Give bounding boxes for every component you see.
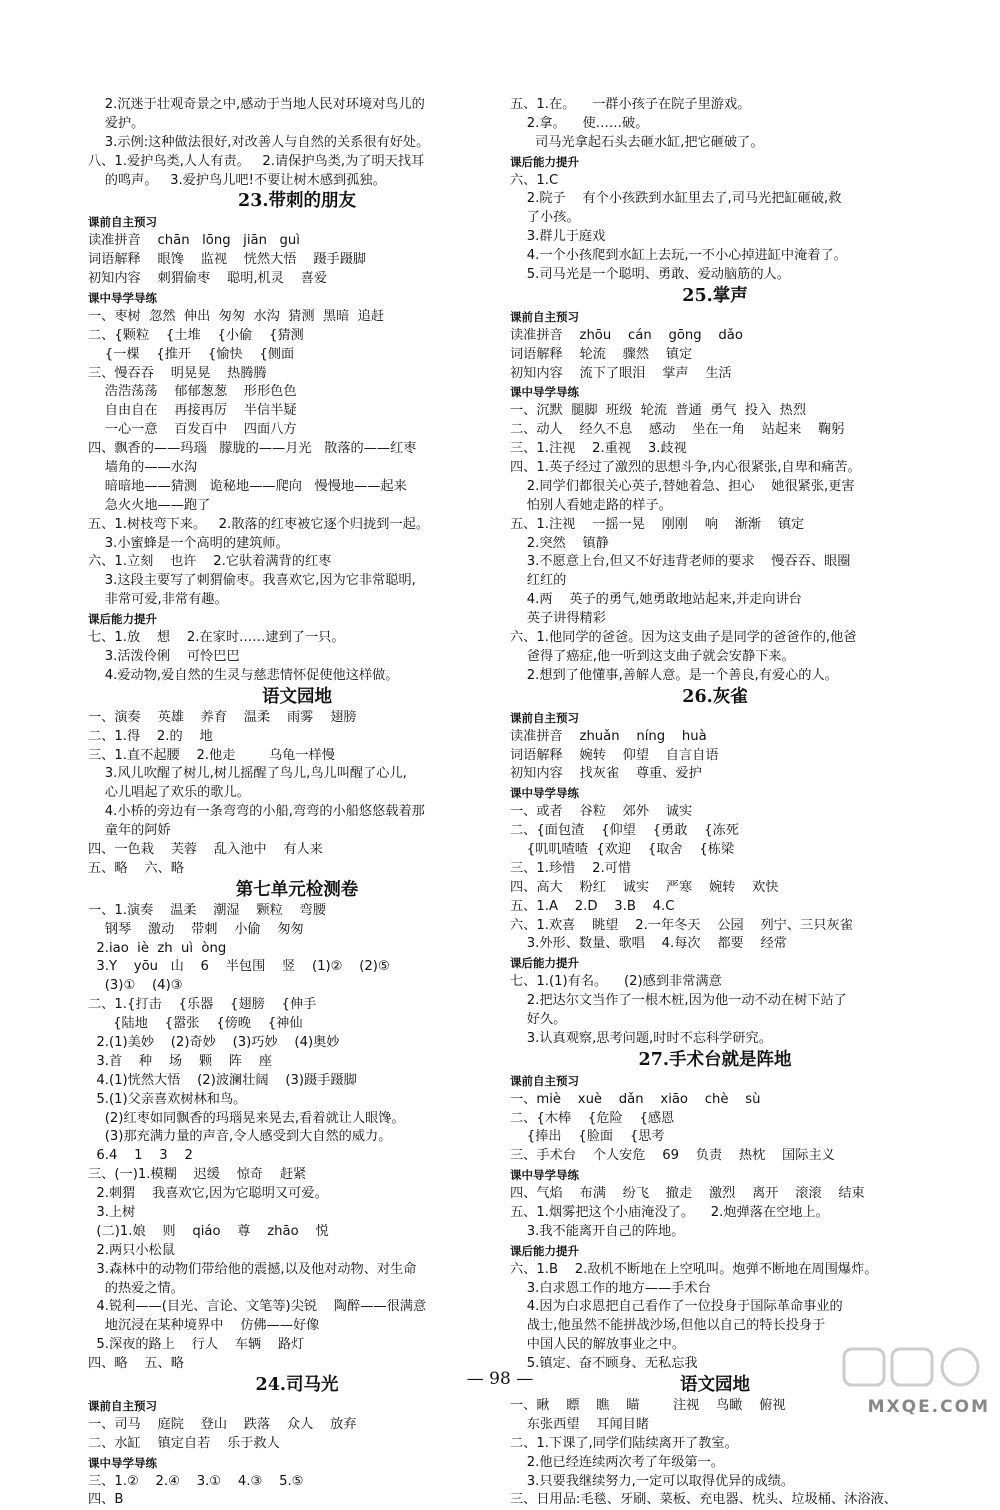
subsection-heading: 课中导学导练 <box>88 291 157 306</box>
answer-line: 2.院子 有个小孩跌到水缸里去了,司马光把缸砸破,救 <box>510 191 842 207</box>
answer-line: 一、司马 庭院 登山 跌落 众人 放弃 <box>88 1416 357 1432</box>
answer-line: 浩浩荡荡 郁郁葱葱 形形色色 <box>88 384 297 400</box>
answer-line: 3.Y yōu 山 6 半包围 竖 (1)② (2)⑤ <box>88 959 390 975</box>
answer-line: 暗暗地——猜测 诡秘地——爬向 慢慢地——起来 <box>88 478 407 494</box>
answer-line: 读准拼音 chān lōng jiān guì <box>88 233 300 249</box>
section-title: 25.掌声 <box>682 285 748 306</box>
answer-line: 钢琴 激动 带刺 小偷 匆匆 <box>88 921 304 937</box>
answer-line: 6.4 1 3 2 <box>88 1148 193 1164</box>
answer-line: 3.小蜜蜂是一个高明的建筑师。 <box>88 535 289 551</box>
answer-line: 2.拿。 使……破。 <box>510 115 649 131</box>
answer-line: 五、1.注视 一摇一晃 刚刚 响 渐渐 镇定 <box>510 516 805 532</box>
subsection-heading: 课中导学导练 <box>510 786 579 801</box>
answer-line: 爸得了癌症,他一听到这支曲子就会安静下来。 <box>510 648 795 664</box>
subsection-heading: 课后能力提升 <box>510 154 579 169</box>
subsection-heading: 课前自主预习 <box>88 1399 157 1413</box>
answer-line: 3.风儿吹醒了树儿,树儿摇醒了鸟儿,鸟儿叫醒了心儿, <box>88 766 407 782</box>
answer-line: 3.外形、数量、歌唱 4.每次 都要 经常 <box>510 936 787 952</box>
answer-line: 2.两只小松鼠 <box>88 1242 175 1258</box>
section-title: 23.带刺的朋友 <box>238 191 356 212</box>
subsection-heading: 课中导学导练 <box>88 1455 157 1470</box>
answer-line: 七、1.放 想 2.在家时……逮到了一只。 <box>88 630 345 646</box>
answer-line: 2.同学们都很关心英子,替她着急、担心 她很紧张,更害 <box>510 478 855 494</box>
answer-line: 4.爱动物,爱自然的生灵与慈悲情怀促使他这样做。 <box>88 667 399 683</box>
subsection-heading: 课前自主预习 <box>510 1073 579 1088</box>
page-number: — 98 — <box>466 1369 534 1389</box>
answer-line: 词语解释 婉转 仰望 自言自语 <box>510 747 719 763</box>
answer-line: 地沉浸在某种境界中 仿佛——好像 <box>88 1318 320 1334</box>
answer-line: 3.森林中的动物们带给他的震撼,以及他对动物、对生命 <box>88 1261 417 1277</box>
answer-line: 四、飘香的——玛瑙 朦胧的——月光 散落的——红枣 <box>88 441 417 457</box>
subsection-heading: 课中导学导练 <box>510 385 579 400</box>
answer-line: 词语解释 眼馋 监视 恍然大悟 蹑手蹑脚 <box>88 252 367 268</box>
answer-line: 一、演奏 英雄 养育 温柔 雨雾 翅膀 <box>88 709 357 725</box>
answer-line: 2.他已经连续两次考了年级第一。 <box>510 1454 724 1470</box>
answer-line: 四、1.英子经过了激烈的思想斗争,内心很紧张,自卑和痛苦。 <box>510 460 861 476</box>
answer-line: 四、一色栽 芙蓉 乱入池中 有人来 <box>88 841 323 857</box>
answer-line: 3.这段主要写了刺猬偷枣。我喜欢它,因为它非常聪明, <box>88 573 416 589</box>
answer-line: 三、(一)1.模糊 迟缓 惊奇 赶紧 <box>88 1167 307 1183</box>
answer-line: {陆地 {嚣张 {傍晚 {神仙 <box>88 1016 303 1032</box>
subsection-heading: 课中导学导练 <box>510 1168 579 1183</box>
answer-line: 五、1.在。 一群小孩子在院子里游戏。 <box>510 97 751 112</box>
answer-line: 5.深夜的路上 行人 车辆 路灯 <box>88 1337 305 1353</box>
answer-line: 一、沉默 腿脚 班级 轮流 普通 勇气 投入 热烈 <box>510 403 807 419</box>
answer-line: 3.群儿于庭戏 <box>510 229 606 245</box>
answer-line: 二、动人 经久不息 感动 坐在一角 站起来 鞠躬 <box>510 422 845 438</box>
answer-line: 三、手术台 个人安危 69 负责 热枕 国际主义 <box>510 1148 835 1164</box>
answer-line: {一棵 {推开 {愉快 {侧面 <box>88 346 295 362</box>
answer-line: 3.不愿意上台,但又不好违背老师的要求 慢吞吞、眼圈 <box>510 554 851 570</box>
answer-line: 六、1.欢喜 眺望 2.一年冬天 公园 列宁、三只灰雀 <box>510 917 853 933</box>
right-column <box>510 96 920 1510</box>
answer-line: 三、1.珍惜 2.可惜 <box>510 860 632 876</box>
answer-line: 一、或者 谷粒 郊外 诚实 <box>510 804 693 820</box>
answer-line: 二、{颗粒 {土堆 {小偷 {猜测 <box>88 327 304 343</box>
section-title: 语文园地 <box>680 1375 750 1395</box>
answer-line: (二)1.娘 则 qiáo 尊 zhāo 悦 <box>88 1223 329 1239</box>
answer-line: 一、枣树 忽然 伸出 匆匆 水沟 猜测 黑暗 追赶 <box>88 308 385 324</box>
answer-line: 一、瞅 瞟 瞧 瞄 注视 鸟瞰 俯视 <box>510 1398 786 1413</box>
answer-line: 二、1.下课了,同学们陆续离开了教室。 <box>510 1435 738 1451</box>
subsection-heading: 课前自主预习 <box>510 710 579 725</box>
answer-line: 五、1.A 2.D 3.B 4.C <box>510 898 675 914</box>
answer-line: 2.iao iè zh uì òng <box>88 940 227 956</box>
answer-line: 墙角的——水沟 <box>88 460 198 476</box>
answer-line: 4.(1)恍然大悟 (2)波澜壮阔 (3)蹑手蹑脚 <box>88 1072 357 1088</box>
answer-line: {捧出 {脸面 {思考 <box>510 1129 665 1145</box>
answer-line: 一、miè xuè dǎn xiāo chè sù <box>510 1091 761 1107</box>
section-title: 语文园地 <box>262 686 332 707</box>
section-title: 27.手术台就是阵地 <box>638 1049 792 1070</box>
answer-line: 好久。 <box>510 1011 567 1027</box>
answer-line: 六、1.立刻 也许 2.它驮着满背的红枣 <box>88 554 332 570</box>
answer-line: 5.镇定、奋不顾身、无私忘我 <box>510 1356 698 1372</box>
answer-line: 了小孩。 <box>510 210 580 226</box>
answer-line: 二、1.{打击 {乐器 {翅膀 {伸手 <box>88 997 317 1013</box>
answer-line: 五、略 六、略 <box>88 860 184 876</box>
subsection-heading: 课前自主预习 <box>88 215 157 230</box>
answer-line: 六、1.B 2.敌机不断地在上空吼叫。炮弹不断地在周围爆炸。 <box>510 1261 878 1277</box>
answer-line: 怕别人看她走路的样子。 <box>510 497 672 513</box>
answer-line: 2.刺猬 我喜欢它,因为它聪明又可爱。 <box>88 1186 328 1202</box>
answer-line: 五、1.烟雾把这个小庙淹没了。 2.炮弹落在空地上。 <box>510 1204 829 1220</box>
answer-line: 2.(1)美妙 (2)奇妙 (3)巧妙 (4)奥妙 <box>88 1034 340 1050</box>
answer-line: 中国人民的解放事业之中。 <box>510 1337 686 1353</box>
answer-line: 三、1.② 2.④ 3.① 4.③ 5.⑤ <box>88 1473 304 1489</box>
answer-line: 战士,他虽然不能拼战沙场,但他以自己的特长投身于 <box>510 1318 826 1334</box>
answer-line: 5.(1)父亲喜欢树林和鸟。 <box>88 1091 247 1107</box>
answer-line: (2)红枣如同飘香的玛瑙晃来晃去,看着就让人眼馋。 <box>88 1110 405 1126</box>
answer-line: 的热爱之情。 <box>88 1280 184 1296</box>
answer-line: 自由自在 再接再厉 半信半疑 <box>88 403 297 419</box>
answer-line: 4.锐利——(目光、言论、文笔等)尖锐 陶醉——很满意 <box>88 1299 427 1315</box>
answer-line: 八、1.爱护鸟类,人人有责。 2.请保护鸟类,为了明天找耳 <box>88 153 425 169</box>
answer-line: 三、1.直不起腰 2.他走 乌龟一样慢 <box>88 747 335 763</box>
answer-line: 四、高大 粉红 诚实 严寒 婉转 欢快 <box>510 879 779 895</box>
subsection-heading: 课后能力提升 <box>510 956 579 971</box>
answer-line: 爱护。 <box>88 115 145 131</box>
answer-line: 二、1.得 2.的 地 <box>88 728 213 744</box>
answer-line: 3.我不能离开自己的阵地。 <box>510 1223 685 1239</box>
answer-line: 读准拼音 zhuǎn níng huà <box>510 728 707 744</box>
answer-line: 三、1.注视 2.重视 3.歧视 <box>510 441 687 457</box>
answer-line: 心儿唱起了欢乐的歌儿。 <box>88 785 250 801</box>
answer-line: 3.活泼伶俐 可怜巴巴 <box>88 648 240 664</box>
answer-line: 3.首 种 场 颗 阵 座 <box>88 1053 272 1069</box>
answer-line: 2.沉迷于壮观奇景之中,感动于当地人民对环境对鸟儿的 <box>88 97 425 112</box>
answer-line: 三、慢吞吞 明晃晃 热腾腾 <box>88 365 267 381</box>
answer-line: 急火火地——跑了 <box>88 497 211 513</box>
left-column <box>88 96 506 1510</box>
answer-line: 东张西望 耳闻目睹 <box>510 1416 650 1432</box>
subsection-heading: 课前自主预习 <box>510 309 579 324</box>
answer-line: 2.把达尔文当作了一根木桩,因为他一动不动在树下站了 <box>510 993 847 1009</box>
answer-line: 童年的阿娇 <box>88 823 171 839</box>
answer-line: 四、B <box>88 1492 124 1508</box>
answer-line: 二、{木棒 {危险 {感恩 <box>510 1110 675 1126</box>
answer-line: 2.想到了他懂事,善解人意。是一个善良,有爱心的人。 <box>510 667 838 683</box>
subsection-heading: 课后能力提升 <box>88 612 157 627</box>
answer-line: 一、1.演奏 温柔 潮湿 颗粒 弯腰 <box>88 902 326 918</box>
answer-line: 七、1.(1)有名。 (2)感到非常满意 <box>510 974 722 990</box>
answer-line: 初知内容 找灰雀 尊重、爱护 <box>510 766 702 782</box>
answer-line: 四、略 五、略 <box>88 1356 184 1372</box>
answer-line: 一心一意 百发百中 四面八方 <box>88 422 297 438</box>
answer-line: 3.只要我继续努力,一定可以取得优异的成绩。 <box>510 1473 795 1489</box>
answer-line: {叽叽喳喳 {欢迎 {取舍 {栋梁 <box>510 841 735 857</box>
answer-line: 三、日用品:毛毯、牙刷、菜板、充电器、枕头、垃圾桶、沐浴液、 <box>510 1492 897 1508</box>
answer-line: 3.认真观察,思考问题,时时不忘科学研究。 <box>510 1030 772 1046</box>
answer-line: 二、水缸 镇定自若 乐于救人 <box>88 1435 280 1451</box>
answer-line: 六、1.C <box>510 172 559 188</box>
answer-line: 初知内容 刺猬偷枣 聪明,机灵 喜爱 <box>88 271 328 287</box>
answer-line: 3.白求恩工作的地方——手术台 <box>510 1280 711 1296</box>
answer-line: 五、1.树枝弯下来。 2.散落的红枣被它逐个归拢到一起。 <box>88 516 430 532</box>
answer-line: 2.突然 镇静 <box>510 535 609 551</box>
section-title: 24.司马光 <box>255 1375 339 1395</box>
answer-line: 初知内容 流下了眼泪 掌声 生活 <box>510 365 732 381</box>
answer-line: 英子讲得精彩 <box>510 611 606 627</box>
answer-line: (3)那充满力量的声音,令人感受到大自然的威力。 <box>88 1129 392 1145</box>
section-title: 第七单元检测卷 <box>235 879 359 900</box>
answer-line: 司马光拿起石头去砸水缸,把它砸破了。 <box>510 134 764 150</box>
answer-line: 二、{面包渣 {仰望 {勇敢 {冻死 <box>510 823 739 839</box>
answer-line: 3.上树 <box>88 1204 136 1220</box>
answer-line: 4.两 英子的勇气,她勇敢地站起来,并走向讲台 <box>510 592 802 608</box>
answer-line: 非常可爱,非常有趣。 <box>88 592 228 608</box>
answer-line: 红红的 <box>510 573 567 589</box>
answer-line: 的鸣声。 3.爱护鸟儿吧!不要让树木感到孤独。 <box>88 172 386 188</box>
watermark-text: MXQE.COM <box>867 1397 990 1417</box>
answer-line: 3.示例:这种做法很好,对改善人与自然的关系很有好处。 <box>88 134 430 150</box>
answer-line: 四、气焰 布满 纷飞 撤走 激烈 离开 滚滚 结束 <box>510 1186 865 1202</box>
answer-line: 5.司马光是一个聪明、勇敢、爱动脑筋的人。 <box>510 267 790 283</box>
answer-line: 词语解释 轮流 骤然 镇定 <box>510 346 693 362</box>
section-title: 26.灰雀 <box>682 686 748 707</box>
answer-line: 读准拼音 zhōu cán gōng dǎo <box>510 327 743 343</box>
answer-line: 4.一个小孩爬到水缸上去玩,一不小心掉进缸中淹着了。 <box>510 248 847 264</box>
answer-line: 4.小桥的旁边有一条弯弯的小船,弯弯的小船悠悠载着那 <box>88 804 425 820</box>
answer-line: 六、1.他同学的爸爸。因为这支曲子是同学的爸爸作的,他爸 <box>510 630 857 646</box>
answer-line: (3)① (4)③ <box>88 978 183 994</box>
answer-line: 4.因为白求恩把自己看作了一位投身于国际革命事业的 <box>510 1299 843 1315</box>
subsection-heading: 课后能力提升 <box>510 1243 579 1258</box>
